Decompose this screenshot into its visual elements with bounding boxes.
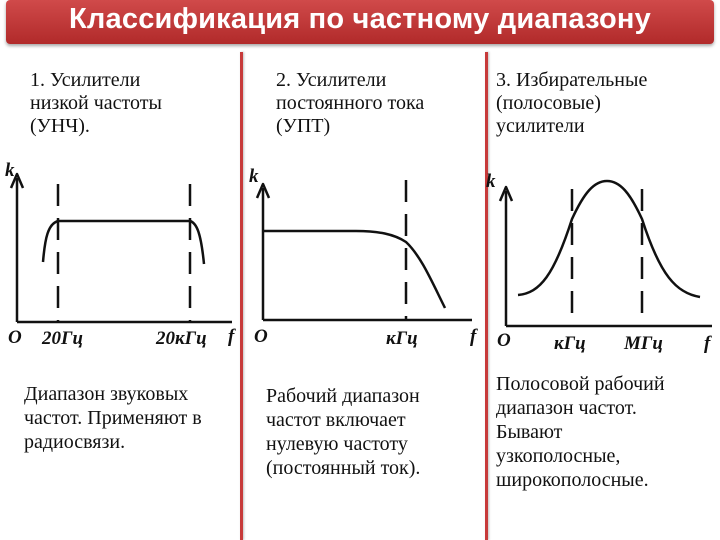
selective-title	[496, 69, 647, 138]
upt-origin-label: O	[254, 326, 268, 347]
unch-description-line-1: Диапазон звуковых	[24, 383, 189, 405]
selective-description-line-3: Бывают	[496, 421, 563, 443]
unch-response-curve	[43, 221, 204, 264]
selective-y-label: k	[486, 171, 496, 192]
upt-tick-khz: кГц	[386, 328, 418, 349]
selective-description	[496, 372, 665, 492]
upt-y-label: k	[249, 166, 259, 187]
unch-y-label: k	[5, 160, 15, 181]
upt-x-label: f	[470, 326, 477, 347]
upt-description-line-3: нулевую частоту	[266, 433, 408, 455]
unch-title-line-3: (УНЧ).	[30, 115, 90, 137]
unch-title-line-1: 1. Усилители	[30, 69, 141, 91]
unch-x-label: f	[228, 326, 235, 347]
unch-description-line-2: частот. Применяют в	[24, 407, 202, 429]
upt-description-line-2: частот включает	[266, 409, 406, 431]
upt-frequency-response-graph	[246, 158, 486, 358]
selective-origin-label: O	[497, 330, 511, 351]
selective-title-line-3: усилители	[496, 115, 585, 137]
unch-origin-label: O	[8, 327, 22, 348]
selective-description-line-2: диапазон частот.	[496, 397, 637, 419]
unch-title	[30, 69, 162, 138]
unch-tick-20khz: 20кГц	[156, 328, 207, 349]
unch-tick-20hz: 20Гц	[42, 328, 84, 349]
title-bar	[6, 0, 714, 44]
column-divider-left	[240, 52, 243, 540]
selective-x-label: f	[704, 333, 711, 354]
unch-frequency-response-graph	[0, 158, 240, 358]
selective-description-line-5: широкополосные.	[496, 469, 649, 491]
upt-title-line-1: 2. Усилители	[276, 69, 387, 91]
selective-description-line-4: узкополосные,	[496, 445, 621, 467]
page-title: Классификация по частному диапазону	[69, 3, 651, 35]
upt-description-line-4: (постоянный ток).	[266, 457, 421, 479]
upt-description-line-1: Рабочий диапазон	[266, 385, 420, 407]
selective-title-line-2: (полосовые)	[496, 92, 601, 114]
selective-title-line-1: 3. Избирательные	[496, 69, 648, 91]
selective-tick-khz: кГц	[554, 333, 586, 354]
unch-description	[24, 382, 202, 454]
upt-description	[266, 384, 420, 480]
upt-title-line-2: постоянного тока	[276, 92, 425, 114]
upt-response-curve	[263, 231, 445, 308]
selective-tick-mhz: МГц	[624, 333, 663, 354]
unch-title-line-2: низкой частоты	[30, 92, 162, 114]
selective-frequency-response-graph	[486, 165, 720, 360]
selective-response-curve	[518, 181, 700, 297]
upt-title	[276, 69, 424, 138]
upt-title-line-3: (УПТ)	[276, 115, 331, 137]
selective-description-line-1: Полосовой рабочий	[496, 373, 665, 395]
unch-description-line-3: радиосвязи.	[24, 431, 126, 453]
